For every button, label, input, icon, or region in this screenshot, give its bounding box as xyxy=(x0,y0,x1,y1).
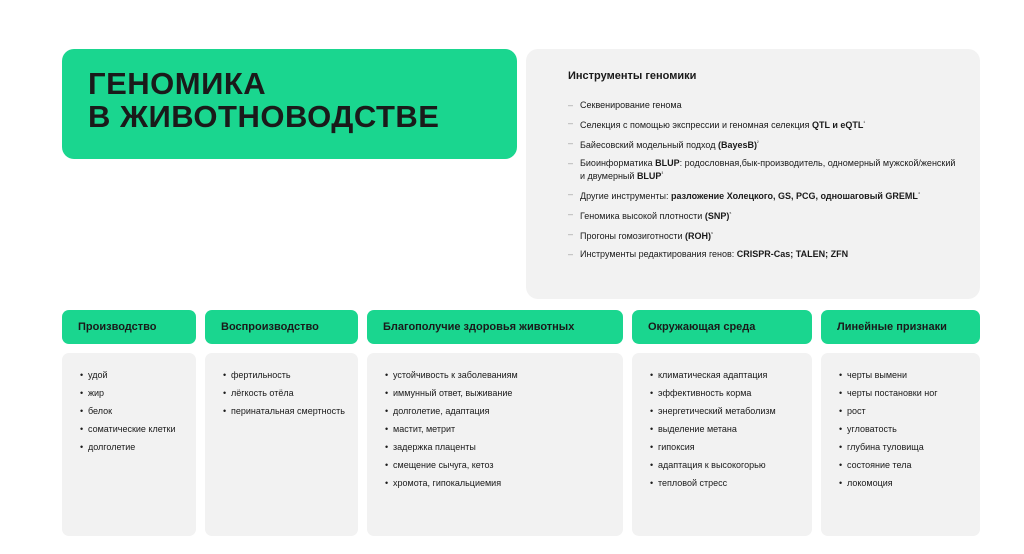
category-item-text: локомоция xyxy=(847,478,893,488)
category-item-text: черты постановки ног xyxy=(847,388,938,398)
tool-item xyxy=(568,209,960,222)
bullet-dot-icon: • xyxy=(223,370,227,380)
tool-item-bold-text: разложение Холецкого, GS, PCG, одношаговый GREML xyxy=(671,191,918,201)
category-item-text: состояние тела xyxy=(847,460,912,470)
category-item-text: выделение метана xyxy=(658,424,737,434)
category-item-text: фертильность xyxy=(231,370,291,380)
category-item-text: угловатость xyxy=(847,424,897,434)
tool-item-text: Геномика высокой плотности xyxy=(580,211,705,221)
category-production-panel xyxy=(62,353,196,536)
category-item-text: задержка плаценты xyxy=(393,442,476,452)
category-list-item xyxy=(385,478,613,488)
dash-bullet-icon: – xyxy=(568,158,574,168)
tool-item xyxy=(568,138,960,151)
category-list-item xyxy=(385,460,613,470)
page-title-line-2: В ЖИВОТНОВОДСТВЕ xyxy=(88,99,440,134)
bullet-dot-icon: • xyxy=(650,388,654,398)
bullet-dot-icon: • xyxy=(839,388,843,398)
category-list-item xyxy=(223,406,348,416)
environment-list xyxy=(650,370,802,488)
category-item-text: тепловой стресс xyxy=(658,478,728,488)
category-list-item xyxy=(839,406,970,416)
category-list-item xyxy=(839,460,970,470)
tool-item-text: Секвенирование генома xyxy=(580,100,682,110)
bullet-dot-icon: • xyxy=(385,478,389,488)
category-environment-header: Окружающая среда xyxy=(632,310,812,344)
tools-heading: Инструменты геномики xyxy=(568,70,697,82)
dash-bullet-icon: – xyxy=(568,249,574,259)
bullet-dot-icon: • xyxy=(839,442,843,452)
category-linear-panel xyxy=(821,353,980,536)
bullet-dot-icon: • xyxy=(650,424,654,434)
tools-list xyxy=(568,100,960,260)
category-list-item xyxy=(80,388,186,398)
bullet-dot-icon: • xyxy=(839,406,843,416)
tool-item xyxy=(568,229,960,242)
category-list-item xyxy=(839,370,970,380)
bullet-dot-icon: • xyxy=(80,388,84,398)
category-item-text: гипоксия xyxy=(658,442,695,452)
category-list-item xyxy=(839,478,970,488)
category-item-text: иммунный ответ, выживание xyxy=(393,388,513,398)
dash-bullet-icon: – xyxy=(568,189,574,199)
footnote-marker: ¹ xyxy=(863,120,866,126)
category-list-item xyxy=(650,424,802,434)
category-list-item xyxy=(223,388,348,398)
bullet-dot-icon: • xyxy=(839,478,843,488)
category-item-text: лёгкость отёла xyxy=(231,388,294,398)
tool-item-bold-text: CRISPR-Cas; TALEN; ZFN xyxy=(736,249,849,259)
category-reproduction-panel xyxy=(205,353,358,536)
category-item-text: долголетие, адаптация xyxy=(393,406,490,416)
bullet-dot-icon: • xyxy=(385,406,389,416)
bullet-dot-icon: • xyxy=(385,370,389,380)
tool-item-bold-text: BLUP xyxy=(636,171,662,181)
category-item-text: энергетический метаболизм xyxy=(658,406,776,416)
tool-item-text: Селекция с помощью экспрессии и геномная селекция xyxy=(580,120,813,130)
category-environment-panel xyxy=(632,353,812,536)
category-list-item xyxy=(385,424,613,434)
footnote-marker: ² xyxy=(757,140,759,146)
category-item-text: белок xyxy=(88,406,113,416)
category-list-item xyxy=(80,370,186,380)
category-list-item xyxy=(385,388,613,398)
footnote-marker: ⁴ xyxy=(917,191,921,197)
bullet-dot-icon: • xyxy=(80,370,84,380)
tool-item-text: Инструменты редактирования генов: xyxy=(580,249,737,259)
bullet-dot-icon: • xyxy=(650,460,654,470)
category-reproduction-header: Воспроизводство xyxy=(205,310,358,344)
bullet-dot-icon: • xyxy=(839,460,843,470)
category-item-text: перинатальная смертность xyxy=(231,406,345,416)
category-item-text: удой xyxy=(88,370,108,380)
dash-bullet-icon: – xyxy=(568,229,574,239)
bullet-dot-icon: • xyxy=(650,442,654,452)
category-item-text: мастит, метрит xyxy=(393,424,456,434)
category-linear-header: Линейные признаки xyxy=(821,310,980,344)
footnote-marker: ⁶ xyxy=(711,231,714,237)
category-list-item xyxy=(80,442,186,452)
category-welfare-panel xyxy=(367,353,623,536)
tool-item-bold-text: (ROH) xyxy=(685,231,711,241)
category-list-item xyxy=(385,406,613,416)
tool-item xyxy=(568,189,960,202)
category-list-item xyxy=(650,388,802,398)
tool-item-text: Биоинформатика xyxy=(580,158,656,168)
category-list-item xyxy=(650,460,802,470)
dash-bullet-icon: – xyxy=(568,100,574,110)
category-item-text: глубина туловища xyxy=(847,442,924,452)
category-item-text: хромота, гипокальциемия xyxy=(393,478,502,488)
category-list-item xyxy=(650,478,802,488)
bullet-dot-icon: • xyxy=(223,388,227,398)
category-item-text: климатическая адаптация xyxy=(658,370,768,380)
linear-list xyxy=(839,370,970,488)
tool-item-text: Другие инструменты: xyxy=(580,191,671,201)
category-item-text: адаптация к высокогорью xyxy=(658,460,766,470)
tool-item-text: Байесовский модельный подход xyxy=(580,140,718,150)
category-list-item xyxy=(839,424,970,434)
tool-item-text: : родословная,бык-производитель, одномерный мужской/женский и двумерный xyxy=(580,158,956,181)
category-item-text: черты вымени xyxy=(847,370,908,380)
dash-bullet-icon: – xyxy=(568,209,574,219)
category-list-item xyxy=(839,388,970,398)
tool-item xyxy=(568,118,960,131)
dash-bullet-icon: – xyxy=(568,118,574,128)
tool-item xyxy=(568,249,960,260)
bullet-dot-icon: • xyxy=(80,442,84,452)
category-list-item xyxy=(385,370,613,380)
category-item-text: жир xyxy=(88,388,105,398)
bullet-dot-icon: • xyxy=(650,478,654,488)
tool-item-bold-text: (BayesB) xyxy=(717,140,757,150)
category-list-item xyxy=(80,424,186,434)
category-item-text: устойчивость к заболеваниям xyxy=(393,370,518,380)
category-item-text: соматические клетки xyxy=(88,424,176,434)
dash-bullet-icon: – xyxy=(568,138,574,148)
tool-item-bold-text: BLUP xyxy=(655,158,680,168)
production-list xyxy=(80,370,186,452)
tool-item xyxy=(568,158,960,182)
reproduction-list xyxy=(223,370,348,416)
bullet-dot-icon: • xyxy=(80,424,84,434)
category-item-text: долголетие xyxy=(88,442,136,452)
bullet-dot-icon: • xyxy=(650,406,654,416)
tool-item xyxy=(568,100,960,111)
category-item-text: рост xyxy=(847,406,866,416)
category-list-item xyxy=(650,370,802,380)
bullet-dot-icon: • xyxy=(385,460,389,470)
bullet-dot-icon: • xyxy=(385,388,389,398)
category-list-item xyxy=(650,406,802,416)
category-list-item xyxy=(80,406,186,416)
footnote-marker: ³ xyxy=(661,171,664,177)
bullet-dot-icon: • xyxy=(385,424,389,434)
genomics-tools-panel xyxy=(526,49,980,299)
bullet-dot-icon: • xyxy=(385,442,389,452)
category-list-item xyxy=(223,370,348,380)
bullet-dot-icon: • xyxy=(80,406,84,416)
category-welfare-header: Благополучие здоровья животных xyxy=(367,310,623,344)
footnote-marker: ⁵ xyxy=(729,211,732,217)
category-item-text: эффективность корма xyxy=(658,388,752,398)
tool-item-text: Прогоны гомозиготности xyxy=(580,231,685,241)
bullet-dot-icon: • xyxy=(839,370,843,380)
category-item-text: смещение сычуга, кетоз xyxy=(393,460,494,470)
bullet-dot-icon: • xyxy=(839,424,843,434)
page-title-line-1: ГЕНОМИКА xyxy=(88,66,267,101)
category-list-item xyxy=(385,442,613,452)
category-list-item xyxy=(839,442,970,452)
bullet-dot-icon: • xyxy=(650,370,654,380)
tool-item-bold-text: (SNP) xyxy=(704,211,730,221)
category-production-header: Производство xyxy=(62,310,196,344)
tool-item-bold-text: QTL и eQTL xyxy=(812,120,864,130)
title-card xyxy=(62,49,517,159)
bullet-dot-icon: • xyxy=(223,406,227,416)
welfare-list xyxy=(385,370,613,488)
category-list-item xyxy=(650,442,802,452)
